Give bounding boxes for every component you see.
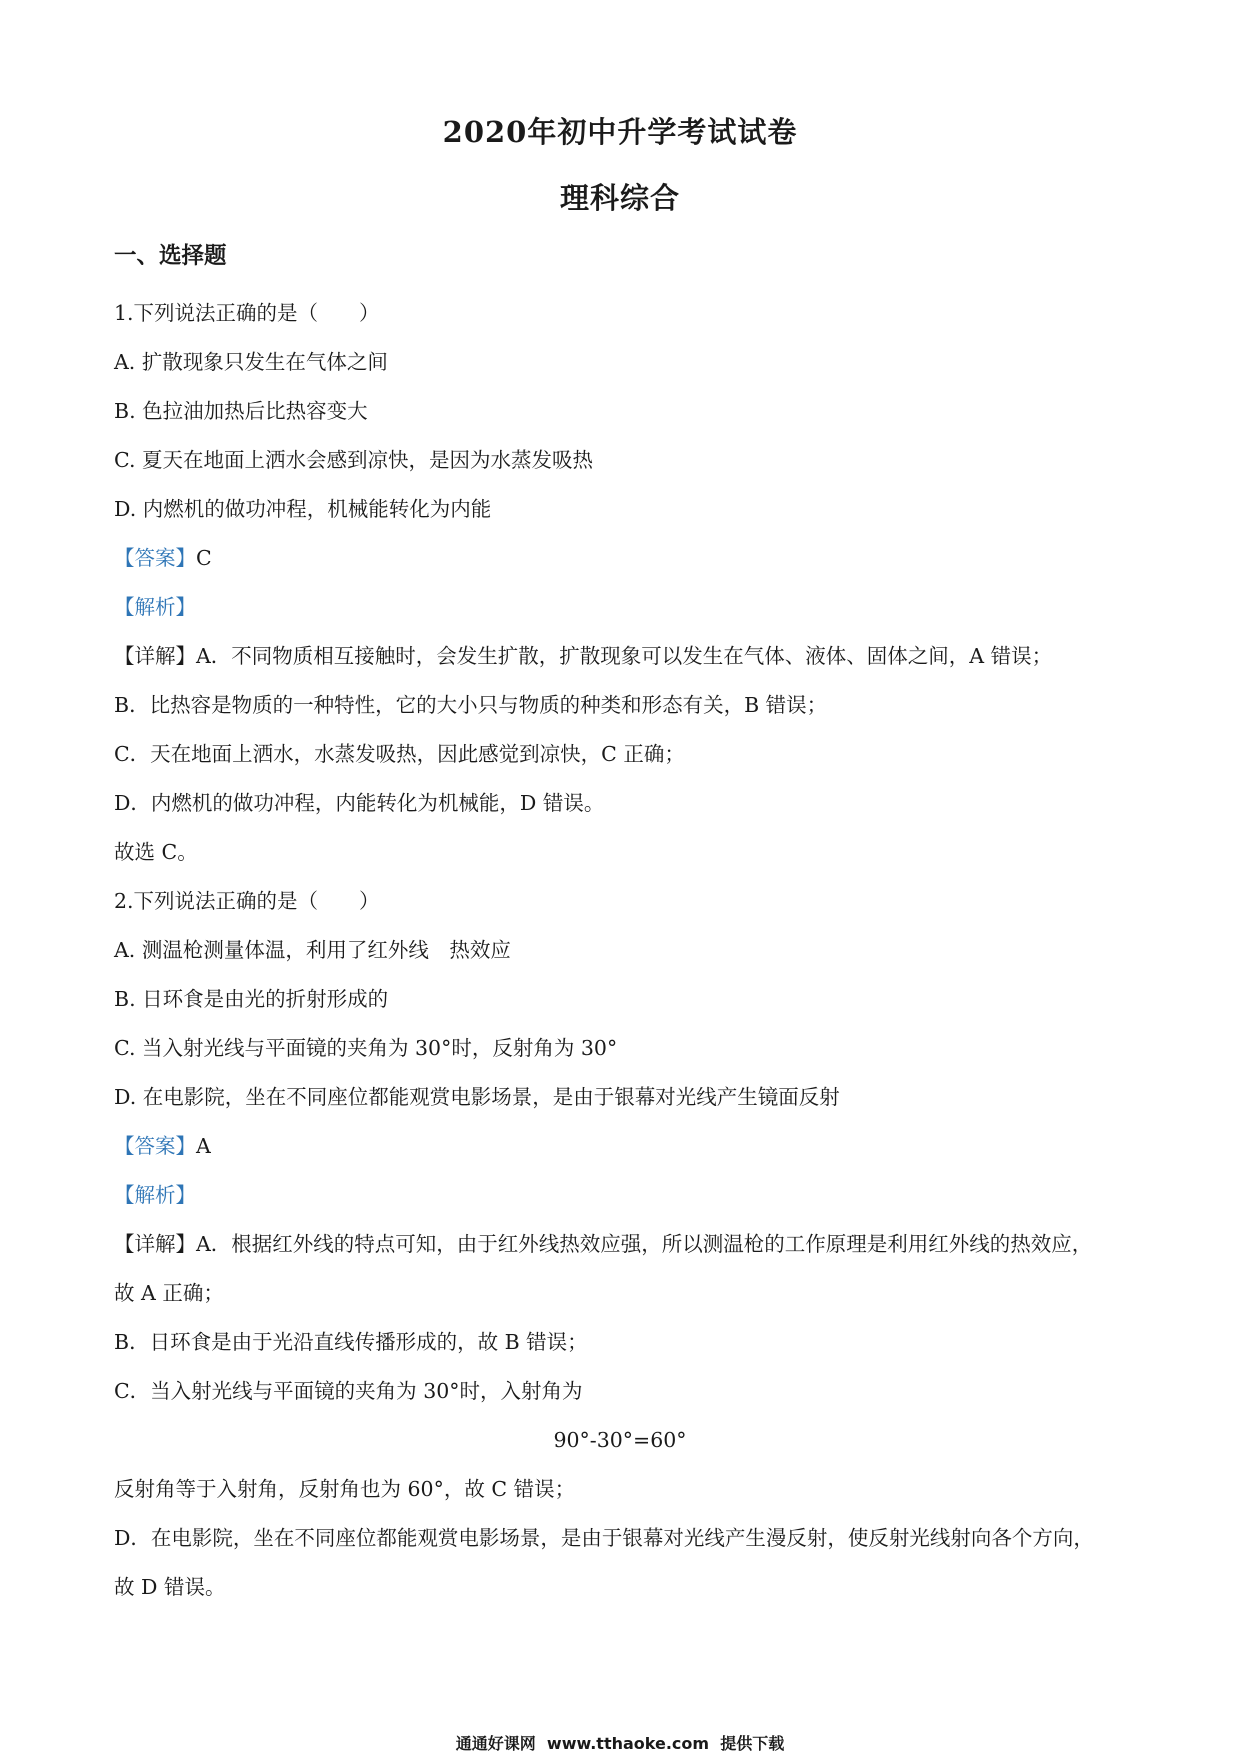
- question-1-analysis-tag: 【解析】: [114, 595, 196, 619]
- answer-tag: 【答案】: [114, 1134, 196, 1158]
- detail-text: A．不同物质相互接触时，会发生扩散，扩散现象可以发生在气体、液体、固体之间，A 错误；: [196, 644, 1053, 668]
- question-2-analysis-tag: 【解析】: [114, 1183, 196, 1207]
- page-title: 2020年初中升学考试试卷: [442, 115, 798, 149]
- question-2-detail-line: 反射角等于入射角，反射角也为 60°，故 C 错误；: [114, 1477, 576, 1501]
- answer-value: A: [196, 1134, 211, 1158]
- question-1-option-b: B. 色拉油加热后比热容变大: [114, 399, 368, 423]
- question-2-option-d: D. 在电影院，坐在不同座位都能观赏电影场景，是由于银幕对光线产生镜面反射: [114, 1085, 840, 1109]
- question-2-detail-line: [114, 1231, 1092, 1257]
- answer-tag: 【答案】: [114, 546, 196, 570]
- page-subtitle: 理科综合: [559, 181, 680, 215]
- question-2-detail-line: D．在电影院，坐在不同座位都能观赏电影场景，是由于银幕对光线产生漫反射，使反射光线射向各个方向，: [114, 1526, 1094, 1550]
- question-1-detail-line: D．内燃机的做功冲程，内能转化为机械能，D 错误。: [114, 791, 605, 815]
- question-1-option-d: D. 内燃机的做功冲程，机械能转化为内能: [114, 497, 492, 521]
- answer-value: C: [196, 546, 212, 570]
- question-2-answer: [114, 1133, 211, 1159]
- question-1-detail-line: B．比热容是物质的一种特性，它的大小只与物质的种类和形态有关，B 错误；: [114, 693, 828, 717]
- question-2-option-c: C. 当入射光线与平面镜的夹角为 30°时，反射角为 30°: [114, 1036, 618, 1060]
- question-1-option-c: C. 夏天在地面上洒水会感到凉快，是因为水蒸发吸热: [114, 448, 593, 472]
- question-2-detail-line: 故 A 正确；: [114, 1281, 224, 1305]
- question-1-detail-line: [114, 643, 1052, 669]
- footer-watermark: 通通好课网 www.tthaoke.com 提供下载: [455, 1734, 785, 1753]
- question-2-stem: 2.下列说法正确的是（ ）: [114, 889, 380, 913]
- question-1-stem: 1.下列说法正确的是（ ）: [114, 301, 380, 325]
- detail-text: A．根据红外线的特点可知，由于红外线热效应强，所以测温枪的工作原理是利用红外线的热效应，: [196, 1232, 1093, 1256]
- question-2-equation: 90°-30°=60°: [553, 1428, 687, 1452]
- question-2-option-a: A. 测温枪测量体温，利用了红外线 热效应: [114, 938, 511, 962]
- question-2-detail-line: 故 D 错误。: [114, 1575, 226, 1599]
- question-1-detail-line: C．天在地面上洒水，水蒸发吸热，因此感觉到凉快，C 正确；: [114, 742, 685, 766]
- detail-tag: 【详解】: [114, 1232, 196, 1256]
- question-1-answer: [114, 545, 212, 571]
- question-2-detail-line: B．日环食是由于光沿直线传播形成的，故 B 错误；: [114, 1330, 588, 1354]
- question-2-option-b: B. 日环食是由光的折射形成的: [114, 987, 389, 1011]
- question-1-conclusion: 故选 C。: [114, 840, 198, 864]
- detail-tag: 【详解】: [114, 644, 196, 668]
- section-heading: 一、选择题: [114, 243, 227, 269]
- question-1-option-a: A. 扩散现象只发生在气体之间: [114, 350, 388, 374]
- question-2-detail-line: C．当入射光线与平面镜的夹角为 30°时，入射角为: [114, 1379, 583, 1403]
